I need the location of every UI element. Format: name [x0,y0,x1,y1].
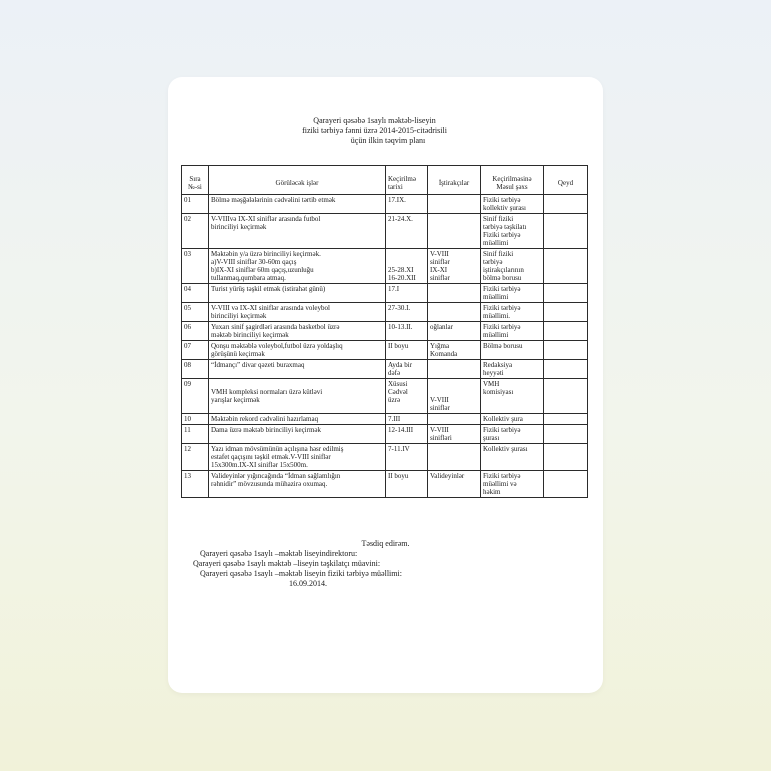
row-responsible: Fiziki tərbiyə kollektiv şurası [481,195,544,214]
row-responsible: Sinif fiziki tərbiyə təşkilatı Fiziki tərbiyə müəllimi [481,214,544,249]
table-header-row [182,166,588,195]
table-row [182,471,588,498]
row-number: 03 [182,249,209,284]
row-number: 06 [182,322,209,341]
approval-teacher: Qarayeri qəsəbə 1saylı –məktəb liseyin fiziki tərbiyə müəllimi: [200,569,402,578]
row-date: 21-24.X. [386,214,428,249]
table-row [182,425,588,444]
row-work: Bölmə məşğələlərinin cədvəlini tərtib etmək [209,195,386,214]
table-row [182,379,588,414]
table-row [182,195,588,214]
row-participants [428,214,481,249]
title-line-3: üçün ilkin təqvim planı [350,136,426,145]
row-responsible: Fiziki tərbiyə şurası [481,425,544,444]
row-participants [428,195,481,214]
row-participants [428,414,481,425]
row-date: 27-30.I. [386,303,428,322]
row-note [544,471,588,498]
table-row [182,341,588,360]
header-date: Keçirilmə tarixi [386,166,428,195]
row-note [544,214,588,249]
header-number: Sıra №-si [182,166,209,195]
title-line-1: Qarayeri qəsəbə 1saylı məktəb-liseyin [313,116,436,125]
row-number: 04 [182,284,209,303]
row-responsible: VMH komisiyası [481,379,544,414]
row-responsible: Fiziki tərbiyə müəllimi və həkim [481,471,544,498]
row-date: 17.I [386,284,428,303]
row-date: 25-28.XI 16-20.XII [386,249,428,284]
row-responsible: Redaksiya heyyəti [481,360,544,379]
row-participants [428,284,481,303]
row-number: 10 [182,414,209,425]
row-number: 13 [182,471,209,498]
row-responsible: Bölmə borusu [481,341,544,360]
row-work: Qonşu məktəblə voleybol,futbol üzrə yoldaşlıq görüşünü keçirmək [209,341,386,360]
row-number: 01 [182,195,209,214]
header-responsible: Keçirilməsinə Məsul şəxs [481,166,544,195]
row-work: Valideyinlər yığıncağında “İdman sağlamlığın rəhnidir” mövzusunda mühazirə oxumaq. [209,471,386,498]
row-note [544,360,588,379]
row-work: “İdmançı” divar qəzeti buraxmaq [209,360,386,379]
table-row [182,214,588,249]
table-row [182,360,588,379]
header-participants: İştirakçılar [428,166,481,195]
row-note [544,195,588,214]
table-row [182,249,588,284]
row-note [544,444,588,471]
row-responsible: Kollektiv şurası [481,444,544,471]
header-work: Görüləcək işlər [209,166,386,195]
row-number: 11 [182,425,209,444]
row-date: II boyu [386,471,428,498]
row-participants: Yığma Komanda [428,341,481,360]
row-note [544,341,588,360]
row-date: II boyu [386,341,428,360]
approval-director: Qarayeri qəsəbə 1saylı –məktəb liseyindirektoru: [200,549,358,558]
table-row [182,414,588,425]
row-work: Məktəbin rekord cədvəlini hazırlamaq [209,414,386,425]
document-title [168,116,603,146]
row-date: 7-11.IV [386,444,428,471]
approval-date: 16.09.2014. [289,579,327,588]
row-date: 7.III [386,414,428,425]
row-participants [428,444,481,471]
row-date: Ayda bir dəfə [386,360,428,379]
row-responsible: Sinif fiziki tərbiyə iştirakçılarının bölmə borusu [481,249,544,284]
row-responsible: Fiziki tərbiyə müəllimi [481,322,544,341]
calendar-plan-table [181,165,588,498]
row-date: 17.IX. [386,195,428,214]
row-number: 09 [182,379,209,414]
row-participants [428,303,481,322]
row-work: V-VIII və IX-XI siniflər arasında voleybol birinciliyi keçirmək [209,303,386,322]
row-responsible: Fiziki tərbiyə müəllimi [481,284,544,303]
row-note [544,303,588,322]
row-responsible: Kollektiv şura [481,414,544,425]
row-participants: V-VIII siniflər IX-XI siniflər [428,249,481,284]
row-work: Dama üzrə məktəb birinciliyi keçirmək [209,425,386,444]
row-participants: Valideyinlər [428,471,481,498]
approval-deputy: Qarayeri qəsəbə 1saylı məktəb –liseyin təşkilatçı müavini: [193,559,381,568]
row-note [544,414,588,425]
row-responsible: Fiziki tərbiyə müəllimi. [481,303,544,322]
document-page [168,77,603,693]
row-note [544,425,588,444]
row-date: Xüsusi Cədvəl üzrə [386,379,428,414]
row-work: Məktəbin y/a üzrə birinciliyi keçirmək. a)V-VIII siniflər 30-60m qaçış b)IX-XI siniflər 60m qaçış,uzunluğu tullanmaq,qumbara atmaq. [209,249,386,284]
row-work: V-VIIIvə IX-XI siniflər arasında futbol birinciliyi keçirmək [209,214,386,249]
row-number: 12 [182,444,209,471]
row-work: Yazı idman mövsümünün açılışına həsr edilmiş estafet qaçışını təşkil etmək.V-VIII siniflər 15x300m.IX-XI siniflər 15x500m. [209,444,386,471]
approval-block [168,539,603,589]
row-participants: V-VIII siniflər [428,379,481,414]
table-row [182,303,588,322]
row-date: 10-13.II. [386,322,428,341]
approval-confirm: Təsdiq edirəm. [361,539,410,548]
header-note: Qeyd [544,166,588,195]
row-participants: V-VIII sinifləri [428,425,481,444]
row-work: Turist yürüş təşkil etmək (istirahət günü) [209,284,386,303]
row-work: VMH kompleksi normaları üzrə kütləvi yarışlar keçirmək [209,379,386,414]
row-number: 07 [182,341,209,360]
row-number: 08 [182,360,209,379]
title-line-2: fiziki tərbiyə fənni üzrə 2014-2015-citədrisili [302,126,447,135]
row-participants: oğlanlar [428,322,481,341]
row-number: 05 [182,303,209,322]
row-participants [428,360,481,379]
row-number: 02 [182,214,209,249]
table-row [182,322,588,341]
row-note [544,322,588,341]
row-note [544,284,588,303]
table-row [182,284,588,303]
row-note [544,379,588,414]
table-body [182,195,588,498]
row-date: 12-14.III [386,425,428,444]
row-work: Yuxarı sinif şagirdləri arasında basketbol üzrə məktəb birinciliyi keçirmək [209,322,386,341]
table-row [182,444,588,471]
row-note [544,249,588,284]
